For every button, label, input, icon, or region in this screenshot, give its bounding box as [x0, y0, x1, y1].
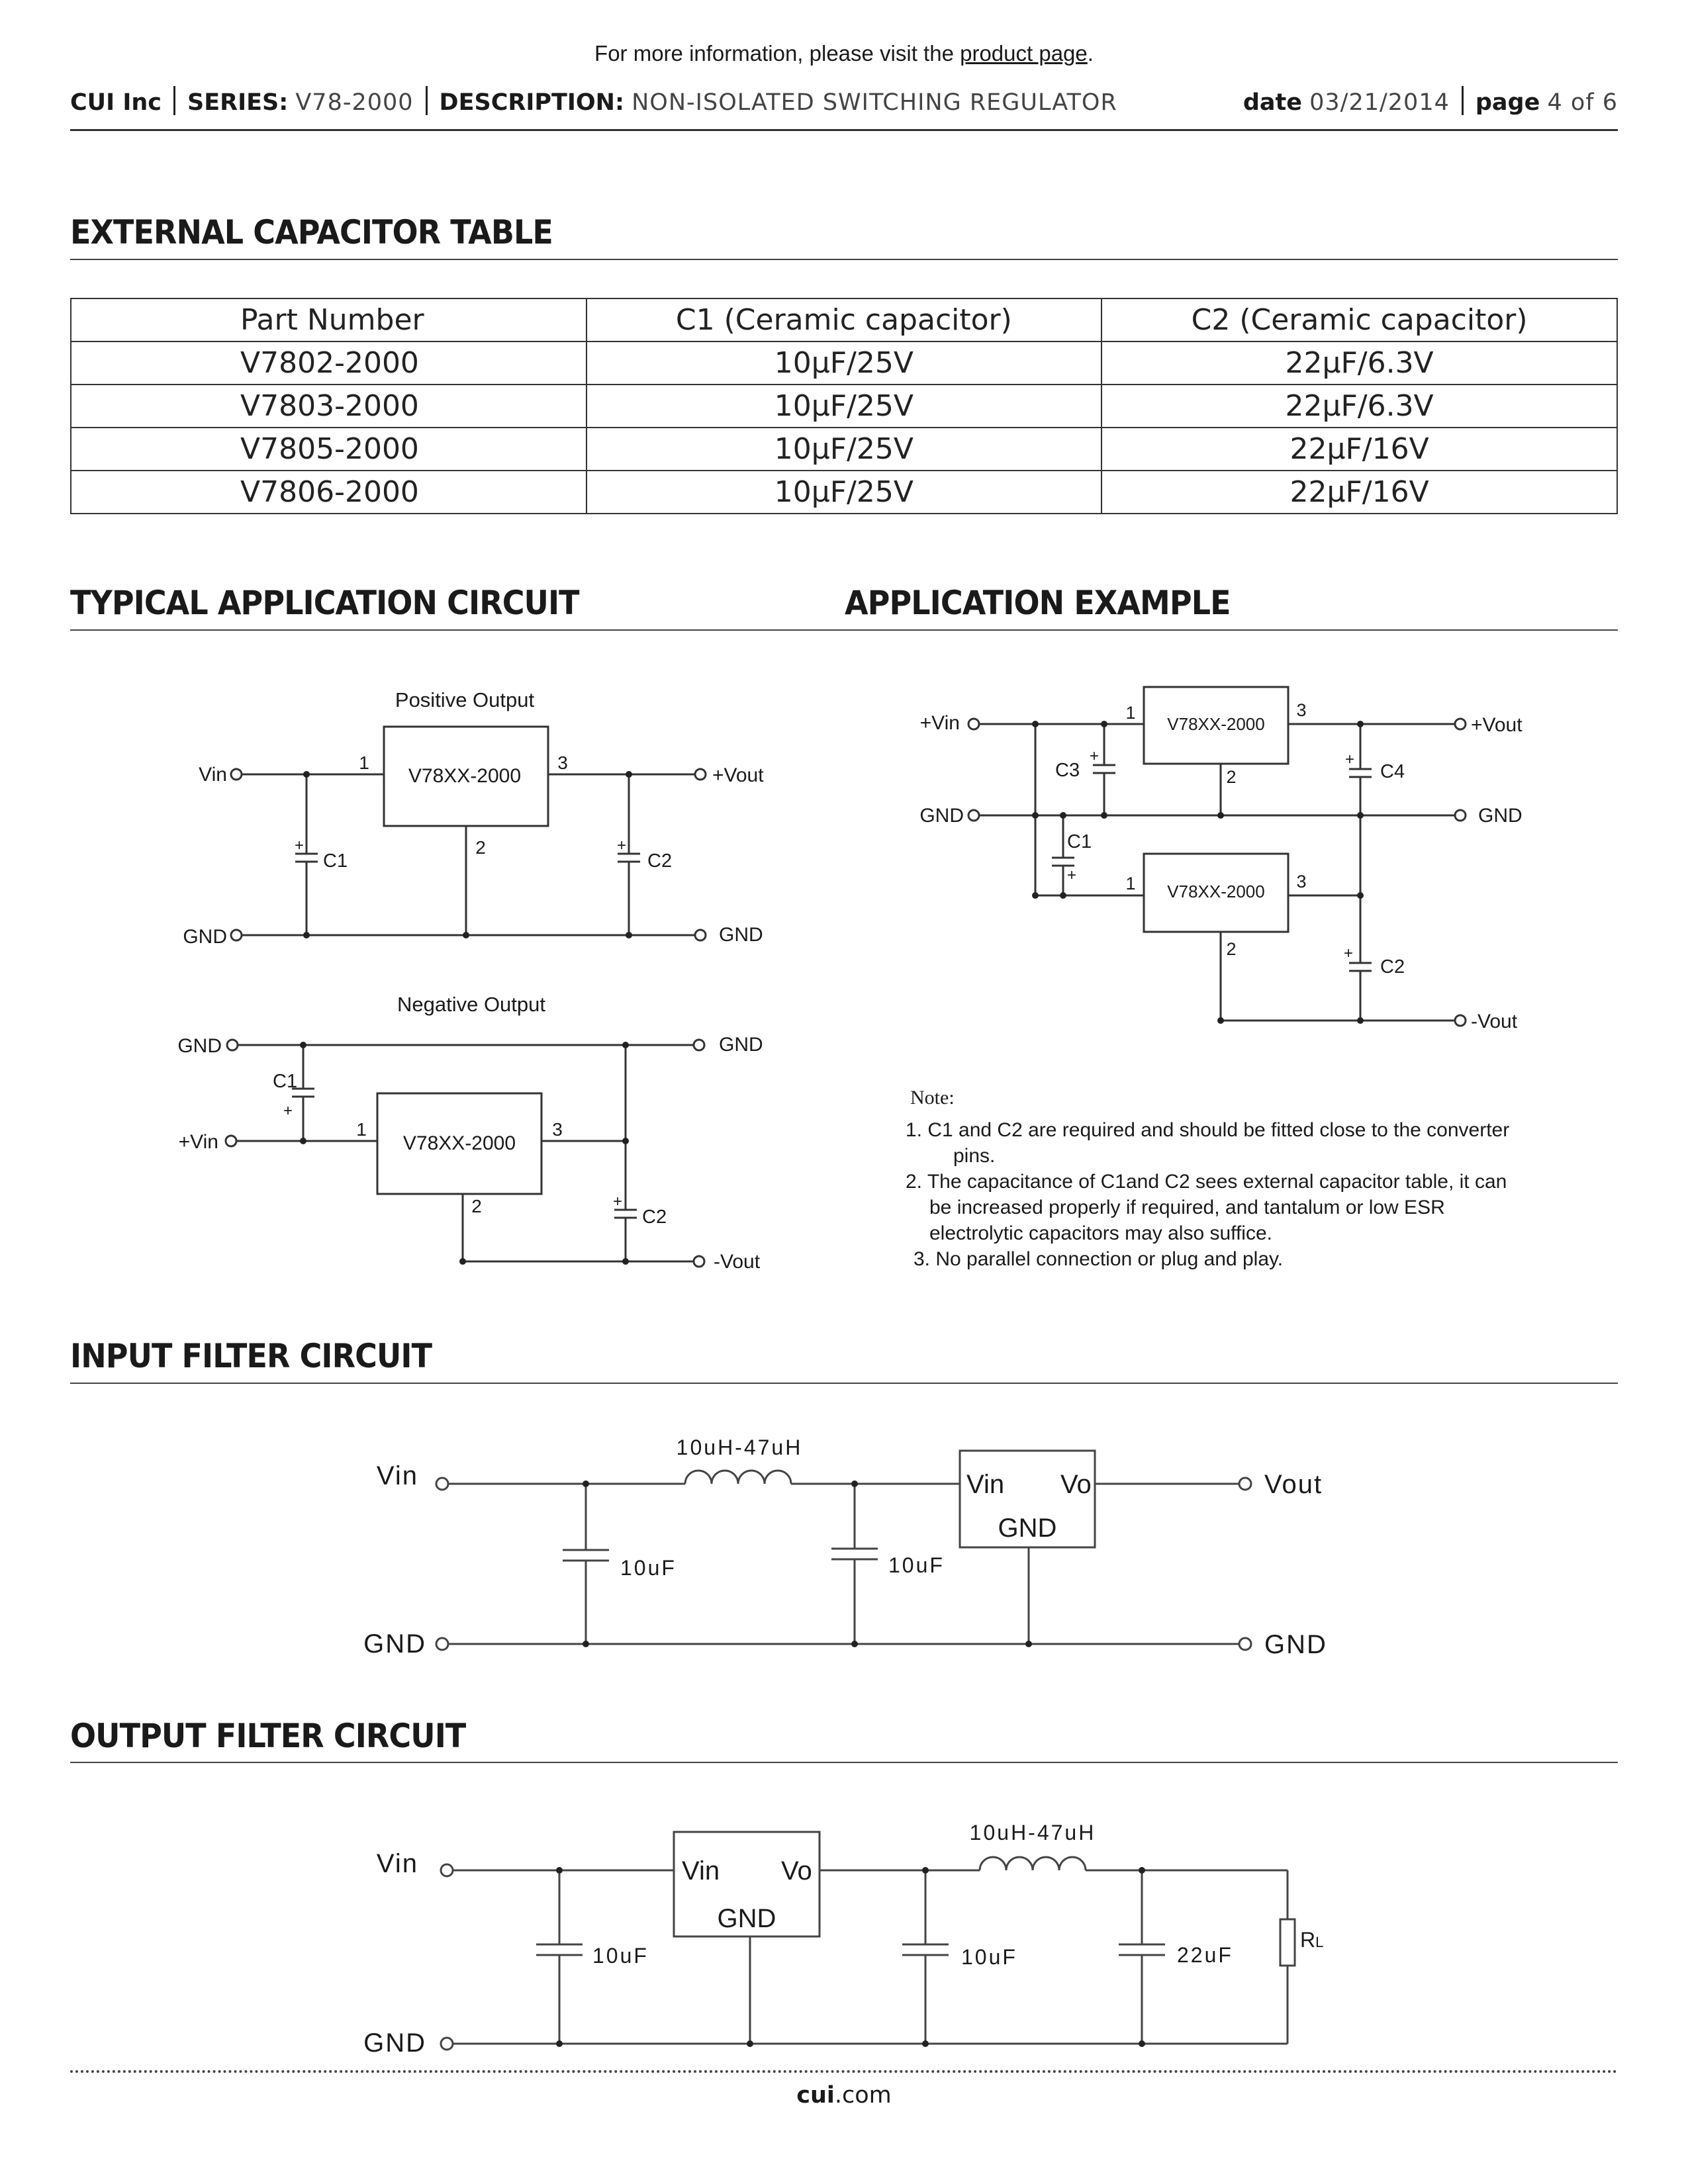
note-line: be increased properly if required, and tantalum or low ESR: [929, 1197, 1445, 1218]
load-resistor: [1280, 1919, 1295, 1966]
vout-neg-label: -Vout: [1471, 1011, 1518, 1032]
c1-label: C1: [323, 850, 348, 872]
note-line: 3. No parallel connection or plug and play.: [914, 1248, 1284, 1270]
cap1-label: 10uF: [620, 1556, 677, 1580]
section-title-output-filter: OUTPUT FILTER CIRCUIT: [70, 1717, 466, 1755]
pin-3-label: 3: [1296, 872, 1307, 891]
capacitor-table: [70, 298, 1618, 514]
positive-output-title: Positive Output: [395, 688, 535, 711]
vout-terminal: [1455, 1015, 1466, 1026]
note-line: 1. C1 and C2 are required and should be fitted close to the converter: [906, 1119, 1510, 1141]
gnd-left-label: GND: [177, 1035, 222, 1057]
section-rule: [70, 1383, 1618, 1384]
box-vin-label: Vin: [966, 1470, 1005, 1499]
section-title-typical-circuit: TYPICAL APPLICATION CIRCUIT: [70, 584, 579, 622]
c2-label: C2: [1380, 956, 1405, 978]
footer-domain: .com: [834, 2082, 892, 2109]
cap1-label: 10uF: [592, 1944, 649, 1968]
c2-label: C2: [647, 850, 673, 872]
section-rule: [70, 629, 1618, 631]
gnd-left-label: GND: [183, 926, 227, 948]
cap3-label: 22uF: [1177, 1943, 1233, 1967]
pin-1-label: 1: [1125, 703, 1136, 723]
pin-2-label: 2: [1226, 939, 1237, 959]
c1-label: C1: [1067, 831, 1092, 852]
notes-list: [906, 1117, 1581, 1272]
pin-1-label: 1: [359, 752, 369, 773]
table-cell: 22μF/16V: [1102, 471, 1617, 514]
gnd-terminal: [1455, 810, 1466, 821]
table-cell: V7803-2000: [71, 385, 586, 428]
input-filter-diagram: [0, 1416, 1688, 1668]
gnd-terminal: [436, 1638, 448, 1650]
note-line: electrolytic capacitors may also suffice.: [929, 1222, 1272, 1244]
polarity-plus: +: [283, 1102, 293, 1120]
gnd-right-label: GND: [719, 924, 763, 946]
pin-1-label: 1: [1125, 874, 1136, 893]
vout-pos-label: +Vout: [1471, 714, 1523, 736]
gnd-terminal: [231, 930, 242, 940]
table-cell: V7805-2000: [71, 428, 586, 471]
vout-label: Vout: [1264, 1470, 1323, 1499]
footer: [0, 2082, 1688, 2109]
footer-rule: [70, 2070, 1618, 2073]
gnd-terminal: [441, 2038, 453, 2050]
cap2-label: 10uF: [961, 1945, 1017, 1969]
cap2-label: 10uF: [888, 1553, 945, 1577]
rl-label: RL: [1300, 1928, 1324, 1952]
document-header: [70, 86, 1618, 123]
note-line: 2. The capacitance of C1and C2 sees external capacitor table, it can: [906, 1171, 1507, 1193]
vin-terminal: [441, 1864, 453, 1876]
gnd-left-label: GND: [363, 1629, 426, 1659]
table-cell: 10μF/25V: [586, 385, 1102, 428]
table-row: [71, 341, 1617, 385]
c1-label: C1: [273, 1071, 298, 1092]
regulator-ic-label: V78XX-2000: [1167, 714, 1265, 734]
vin-terminal: [436, 1478, 448, 1490]
box-gnd-label: GND: [998, 1514, 1057, 1543]
pin-3-label: 3: [552, 1119, 563, 1140]
regulator-ic-label: V78XX-2000: [402, 1132, 516, 1154]
gnd-left-label: GND: [919, 805, 964, 827]
c4-label: C4: [1380, 761, 1405, 782]
table-cell: 10μF/25V: [586, 428, 1102, 471]
series-label: SERIES:: [187, 89, 289, 116]
typical-application-circuit-diagram: [0, 662, 827, 1297]
column-header: C1 (Ceramic capacitor): [586, 298, 1102, 341]
c2-label: C2: [642, 1206, 667, 1228]
section-rule: [70, 1762, 1618, 1763]
column-header: C2 (Ceramic capacitor): [1102, 298, 1617, 341]
vout-label: +Vout: [712, 764, 764, 786]
gnd-right-label: GND: [1264, 1630, 1327, 1659]
top-note: [0, 41, 1688, 66]
description-label: DESCRIPTION:: [439, 89, 624, 116]
table-header-row: [71, 298, 1617, 341]
company-name: CUI Inc: [70, 89, 162, 116]
note-line: pins.: [953, 1145, 996, 1167]
gnd-terminal: [695, 930, 706, 940]
table-cell: 10μF/25V: [586, 471, 1102, 514]
polarity-plus: +: [1344, 944, 1354, 962]
section-title-input-filter: INPUT FILTER CIRCUIT: [70, 1337, 432, 1375]
inductor-label: 10uH-47uH: [969, 1821, 1096, 1844]
vin-terminal: [968, 719, 979, 729]
negative-output-title: Negative Output: [397, 993, 546, 1016]
gnd-terminal: [1239, 1638, 1251, 1650]
gnd-right-label: GND: [1478, 805, 1523, 827]
c3-label: C3: [1055, 760, 1080, 781]
table-cell: V7802-2000: [71, 341, 586, 385]
vin-label: Vin: [376, 1849, 418, 1878]
output-filter-diagram: [0, 1787, 1688, 2065]
vin-label: Vin: [199, 764, 227, 786]
table-cell: 22μF/16V: [1102, 428, 1617, 471]
table-row: [71, 428, 1617, 471]
product-page-link[interactable]: product page: [960, 41, 1088, 66]
table-row: [71, 471, 1617, 514]
polarity-plus: +: [1090, 747, 1100, 765]
gnd-terminal: [694, 1040, 704, 1050]
box-vo-label: Vo: [781, 1856, 812, 1886]
section-title-capacitor-table: EXTERNAL CAPACITOR TABLE: [70, 213, 553, 251]
header-rule: [70, 129, 1618, 131]
series-value: V78-2000: [295, 89, 414, 116]
regulator-ic-label: V78XX-2000: [1167, 882, 1265, 901]
table-row: [71, 385, 1617, 428]
polarity-plus: +: [617, 837, 627, 854]
section-title-application-example: APPLICATION EXAMPLE: [845, 584, 1231, 622]
table-cell: V7806-2000: [71, 471, 586, 514]
vin-terminal: [226, 1136, 236, 1146]
date-label: date: [1243, 89, 1302, 116]
vout-terminal: [1239, 1478, 1251, 1490]
vin-label: +Vin: [178, 1131, 218, 1153]
pin-2-label: 2: [471, 1196, 482, 1216]
section-rule: [70, 259, 1618, 260]
pin-1-label: 1: [356, 1119, 367, 1140]
footer-brand: cui: [796, 2082, 835, 2109]
box-vo-label: Vo: [1060, 1470, 1092, 1499]
page-value: 4 of 6: [1547, 89, 1618, 116]
gnd-terminal: [227, 1040, 238, 1050]
regulator-ic-label: V78XX-2000: [408, 765, 522, 787]
vout-terminal: [694, 1256, 704, 1267]
vin-label: +Vin: [919, 712, 960, 734]
box-gnd-label: GND: [717, 1904, 776, 1933]
inductor-symbol: [980, 1857, 1086, 1870]
vout-label: -Vout: [714, 1251, 761, 1273]
table-cell: 22μF/6.3V: [1102, 341, 1617, 385]
polarity-plus: +: [1067, 866, 1077, 884]
polarity-plus: +: [1345, 751, 1355, 768]
gnd-terminal: [968, 810, 979, 821]
notes-title: Note:: [910, 1087, 955, 1109]
pin-3-label: 3: [1296, 700, 1307, 720]
top-note-text: For more information, please visit the: [594, 41, 954, 66]
page-label: page: [1475, 89, 1540, 116]
polarity-plus: +: [613, 1193, 623, 1210]
pin-2-label: 2: [1226, 767, 1237, 787]
gnd-right-label: GND: [719, 1034, 763, 1056]
inductor-label: 10uH-47uH: [676, 1435, 803, 1459]
vin-terminal: [231, 769, 242, 780]
table-cell: 22μF/6.3V: [1102, 385, 1617, 428]
inductor-symbol: [685, 1471, 791, 1484]
column-header: Part Number: [71, 298, 586, 341]
pin-3-label: 3: [557, 752, 568, 773]
description-value: NON-ISOLATED SWITCHING REGULATOR: [632, 89, 1117, 116]
pin-2-label: 2: [475, 837, 486, 858]
date-value: 03/21/2014: [1309, 89, 1450, 116]
polarity-plus: +: [295, 837, 305, 854]
vout-terminal: [695, 769, 706, 780]
gnd-left-label: GND: [363, 2028, 426, 2058]
table-cell: 10μF/25V: [586, 341, 1102, 385]
top-note-end: .: [1087, 41, 1094, 66]
box-vin-label: Vin: [682, 1856, 720, 1886]
vout-terminal: [1455, 719, 1466, 729]
vin-label: Vin: [376, 1461, 418, 1490]
